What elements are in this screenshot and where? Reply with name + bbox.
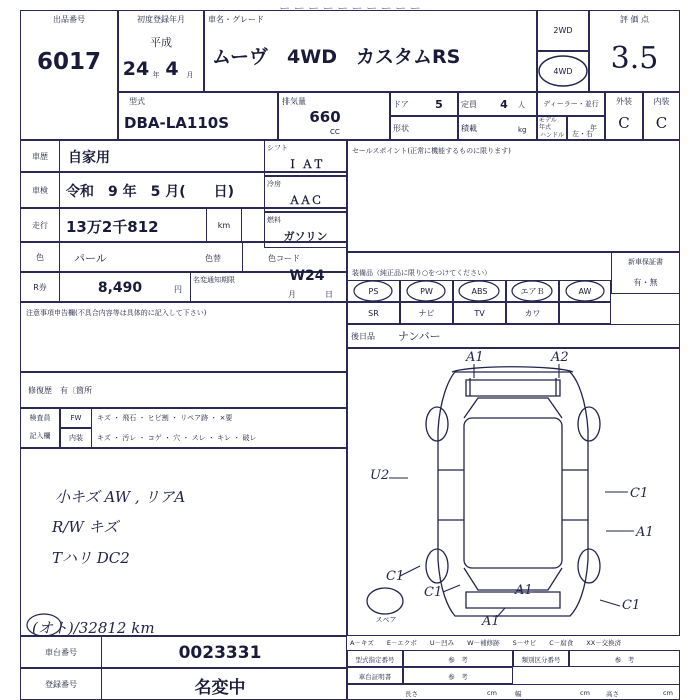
color-code-label: 色コード	[268, 253, 300, 263]
name-change-label: 名変通知期限	[193, 276, 235, 284]
class-label: 類別区分番号	[521, 655, 561, 664]
lot-number-label: 出品番号	[53, 14, 85, 24]
model-label: 型式	[129, 96, 145, 106]
notice-label: 注意事項申告欄(不具合内容等は具体的に記入して下さい)	[26, 309, 207, 317]
height-unit: cm	[663, 689, 673, 697]
color-change-label: 色替	[205, 253, 221, 263]
registration-label: 登録番号	[45, 679, 77, 689]
drive-4wd-label: 4WD	[553, 66, 573, 76]
reg-month: 4	[165, 58, 179, 80]
lot-number-value: 6017	[36, 49, 101, 75]
color-label: 色	[36, 252, 44, 262]
fuel-value: ガソリン	[283, 230, 328, 243]
top-fragment: ー ー ー ー ー ー ー ー ー ー	[279, 2, 421, 10]
diagram-mark-c1-left-bottom: C1	[424, 585, 443, 600]
later-items-label: 後日品	[351, 331, 375, 341]
car-name-value: ムーヴ 4WD カスタムRS	[212, 45, 461, 68]
inspection-label: 車検	[32, 185, 48, 195]
reg-era: 平成	[150, 36, 172, 49]
legend-text: A－キズ E－エクボ U－凹み W－補修跡 S－サビ C－腐食 XX－交換済	[350, 638, 622, 647]
reg-month-unit: 月	[186, 71, 194, 79]
seat-value: 4	[500, 97, 508, 111]
rken-label: R券	[33, 282, 47, 292]
displacement-value: 660	[309, 108, 341, 126]
eval-score: 3.5	[610, 40, 659, 76]
inspector-label-2: 記入欄	[29, 432, 51, 440]
reg-year-unit: 年	[152, 71, 160, 79]
inspector-ext-key: FW	[70, 414, 82, 422]
equip-label-navi: ナビ	[418, 308, 435, 318]
frame-ref: 参 考	[448, 672, 468, 681]
model-year-label: モデル 年式	[539, 117, 557, 131]
width-label: 幅	[515, 689, 522, 698]
frame-label: 車台証明書	[358, 672, 392, 681]
shift-value: Ｉ ＡＴ	[287, 158, 324, 171]
handle-value: 左・右	[572, 130, 593, 138]
inspection-value: 令和 9 年 5 月( 日)	[66, 184, 235, 200]
load-unit: kg	[518, 126, 527, 134]
displacement-label: 排気量	[282, 96, 306, 106]
car-name-label: 車名・グレード	[208, 14, 264, 24]
equip-label-sr: SR	[368, 308, 379, 318]
note-4: (オト)/32812 km	[32, 619, 155, 637]
name-change-month: 月	[288, 289, 296, 299]
history-label: 車歴	[32, 151, 48, 161]
interior-grade-value: C	[655, 114, 668, 132]
fuel-label: 燃料	[267, 216, 281, 224]
door-value: 5	[435, 97, 443, 111]
name-change-day: 日	[325, 289, 333, 299]
color-value: パール	[74, 252, 107, 265]
inspector-int-items: キズ ・ 汚レ ・ コゲ ・ 穴 ・ スレ ・ キレ ・ 破レ	[97, 434, 257, 442]
length-unit: cm	[487, 689, 497, 697]
equip-label-abs: ABS	[471, 286, 488, 296]
equipment-label: 装備品（純正品に限り○をつけてください）	[352, 269, 492, 277]
width-unit: cm	[580, 689, 590, 697]
ac-label: 冷房	[267, 180, 281, 188]
height-label: 高さ	[606, 689, 619, 698]
seat-unit: 人	[518, 101, 525, 109]
diagram-mark-a2-front-right: A2	[551, 350, 569, 365]
plate-label: 型式指定番号	[355, 655, 395, 664]
equip-cell-blank	[559, 302, 611, 324]
eval-label: 評 価 点	[619, 14, 650, 24]
equip-label-tv: TV	[474, 308, 485, 318]
chassis-value: 0023331	[178, 643, 262, 663]
repair-history-label: 修復歴 有〔箇所	[28, 385, 92, 395]
dealer-label: ディーラー・並行	[543, 100, 599, 108]
sales-point-label: セールスポイント(正常に機能するものに限ります)	[352, 147, 511, 155]
notes-area	[20, 448, 347, 636]
chassis-label: 車台番号	[45, 647, 77, 657]
equip-label-airbag: エアＢ	[520, 286, 545, 296]
exterior-grade-label: 外装	[616, 96, 632, 106]
color-code-value: W24	[289, 268, 325, 284]
diagram-mark-a1-right: A1	[636, 525, 654, 540]
inspector-label-1: 検査員	[29, 414, 51, 422]
diagram-mark-a1-rear: A1	[482, 614, 500, 629]
ac-value: ＡＡＣ	[289, 194, 322, 207]
note-2: R/W キズ	[52, 518, 119, 536]
class-ref: 参 考	[614, 655, 635, 664]
handle-label-2: ハンドル	[540, 131, 565, 139]
equip-label-ps: PS	[368, 286, 379, 296]
reg-date-label: 初度登録年月	[137, 14, 185, 24]
mileage-value: 13万2千812	[66, 217, 159, 236]
diagram-mark-u2-left: U2	[370, 468, 390, 483]
equip-label-aw: AW	[578, 286, 592, 296]
shape-label: 形状	[393, 123, 409, 133]
spare-label: スペア	[375, 616, 397, 624]
note-3: Tハリ DC2	[52, 549, 130, 567]
model-year-unit: 年	[590, 124, 597, 132]
plate-ref: 参 考	[448, 655, 468, 664]
seat-label: 定員	[461, 99, 477, 109]
reg-year: 24	[122, 58, 150, 80]
interior-grade-label: 内装	[653, 96, 670, 106]
warranty-label: 新車保証書	[628, 258, 663, 266]
diagram-mark-a1-front-left: A1	[466, 350, 484, 365]
warranty-value: 有・無	[633, 277, 658, 287]
later-items-value: ナンバー	[398, 330, 441, 343]
registration-value: 名変中	[194, 677, 246, 698]
load-label: 積載	[461, 123, 477, 133]
diagram-mark-c1-right-bottom: C1	[622, 598, 641, 613]
mileage-label: 走行	[32, 220, 48, 230]
inspector-ext-items: キズ ・ 飛石 ・ ヒビ割 ・ リペア跡 ・ ×要	[97, 414, 233, 422]
shift-label: シフト	[267, 144, 288, 152]
length-label: 長さ	[405, 689, 418, 698]
mileage-unit: km	[217, 220, 231, 230]
note-1: 小キズ AW , リアA	[55, 488, 186, 506]
displacement-unit: CC	[330, 128, 340, 136]
exterior-grade-value: C	[618, 114, 630, 132]
history-value: 自家用	[68, 150, 110, 166]
rken-unit: 円	[174, 284, 182, 294]
inspector-int-key: 内装	[69, 434, 83, 442]
model-value: DBA-LA110S	[124, 114, 229, 132]
rken-value: 8,490	[97, 280, 143, 296]
diagram-mark-c1-right-upper: C1	[630, 486, 649, 501]
diagram-mark-c1-left-lower: C1	[386, 569, 405, 584]
equip-label-pw: PW	[420, 286, 433, 296]
door-label: ドア	[393, 99, 409, 109]
drive-2wd-label: 2WD	[553, 25, 573, 35]
diagram-mark-a1-rear-center: A1	[515, 583, 533, 598]
equip-label-leather: カワ	[524, 308, 541, 318]
